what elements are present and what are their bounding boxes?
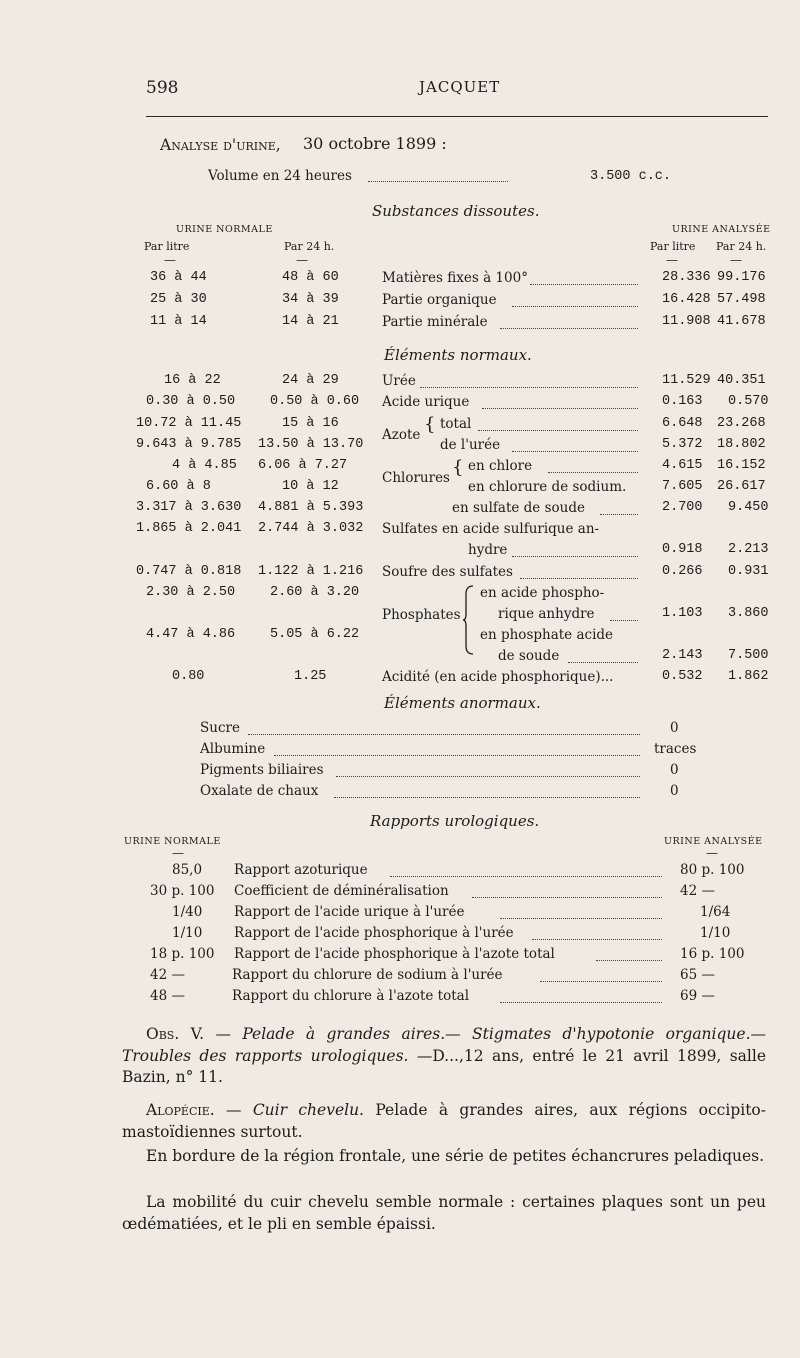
ratio-analyzed-value: 65 — — [680, 967, 715, 983]
analyzed-24h-value: 40.351 — [717, 373, 766, 388]
row-label: de l'urée — [440, 437, 501, 453]
normal-litre-value: 0.80 — [172, 669, 205, 684]
row-label: Albumine — [200, 741, 266, 757]
dot-leader — [548, 472, 638, 473]
ratio-label: Rapport azoturique — [234, 862, 368, 878]
dot-leader — [512, 451, 638, 452]
brace-mark: { — [424, 414, 436, 435]
normal-litre-value: 25 à 30 — [150, 292, 207, 307]
dash-mark: — — [296, 253, 308, 267]
normal-24h-value: 5.05 à 6.22 — [270, 627, 360, 642]
dot-leader — [336, 776, 640, 777]
dot-leader — [390, 876, 662, 877]
analyzed-litre-value: 0.163 — [662, 394, 703, 409]
ratio-analyzed-value: 80 p. 100 — [680, 862, 745, 878]
analyzed-24h-value: 57.498 — [717, 292, 766, 307]
row-value: traces — [654, 741, 697, 757]
normal-litre-value: 16 à 22 — [164, 373, 221, 388]
analysis-date: 30 octobre 1899 : — [303, 134, 447, 153]
row-label: Partie minérale — [382, 314, 488, 330]
paragraph-lead: Alopécie. — [146, 1101, 215, 1119]
normal-24h-value: 24 à 29 — [282, 373, 339, 388]
dot-leader — [274, 755, 640, 756]
normal-litre-value: 0.747 à 0.818 — [136, 564, 242, 579]
observation-title: — Pelade à grandes aires.— Stigmates d'hypotonie organique.— Troubles des rapports urologiques. — [122, 1025, 767, 1065]
analyzed-24h-value: 16.152 — [717, 458, 766, 473]
dot-leader — [568, 662, 638, 663]
alopecia-paragraph — [122, 1100, 766, 1143]
row-label: Acidité (en acide phosphorique)... — [382, 669, 614, 685]
normal-litre-value: 0.30 à 0.50 — [146, 394, 236, 409]
ratio-normal-value: 30 p. 100 — [150, 883, 215, 899]
dot-leader — [500, 328, 638, 329]
dissolved-section-title: Substances dissoutes. — [372, 202, 540, 220]
paragraph-text: Pelade à grandes aires, aux régions occipito-mastoïdiennes surtout. — [122, 1101, 766, 1141]
analyzed-24h-value: 0.570 — [728, 394, 769, 409]
frontal-paragraph — [122, 1146, 766, 1168]
normal-24h-value: 13.50 à 13.70 — [258, 437, 364, 452]
normal-24h-value: 6.06 à 7.27 — [258, 458, 348, 473]
analyzed-24h-value: 99.176 — [717, 270, 766, 285]
volume-leader — [368, 181, 508, 182]
row-label: en chlorure de sodium. — [468, 479, 627, 495]
analyzed-litre-value: 2.143 — [662, 648, 703, 663]
observation-lead: Obs. V. — [146, 1025, 205, 1043]
row-label: Partie organique — [382, 292, 497, 308]
analyzed-24h-value: 18.802 — [717, 437, 766, 452]
dot-leader — [530, 284, 638, 285]
scalp-mobility-paragraph — [122, 1192, 766, 1235]
row-value: 0 — [670, 783, 679, 799]
row-value: 0 — [670, 720, 679, 736]
normal-column-header: URINE NORMALE — [124, 836, 221, 847]
normal-24h-value: 1.122 à 1.216 — [258, 564, 364, 579]
row-label: en acide phospho- — [480, 585, 605, 601]
dot-leader — [596, 960, 662, 961]
analyzed-24h-value: 23.268 — [717, 416, 766, 431]
row-label: en sulfate de soude — [452, 500, 585, 516]
normal-24h-value: 15 à 16 — [282, 416, 339, 431]
row-label: Acide urique — [382, 394, 470, 410]
normal-24h-value: 34 à 39 — [282, 292, 339, 307]
analyzed-24h-value: 41.678 — [717, 314, 766, 329]
analyzed-litre-value: 0.266 — [662, 564, 703, 579]
ratio-analyzed-value: 16 p. 100 — [680, 946, 745, 962]
normal-litre-value: 1.865 à 2.041 — [136, 521, 242, 536]
ratio-analyzed-value: 69 — — [680, 988, 715, 1004]
ratio-normal-value: 1/10 — [172, 925, 203, 941]
analyzed-24h-value: 3.860 — [728, 606, 769, 621]
paragraph-text: En bordure de la région frontale, une série de petites échancrures peladiques. — [146, 1147, 765, 1165]
dash-mark: — — [164, 253, 176, 267]
analyzed-24h-value: 1.862 — [728, 669, 769, 684]
ratio-analyzed-value: 42 — — [680, 883, 715, 899]
normal-litre-value: 4 à 4.85 — [172, 458, 237, 473]
volume-value: 3.500 c.c. — [590, 169, 672, 184]
row-label: Oxalate de chaux — [200, 783, 319, 799]
observation-body: —D...,12 ans, entré le 21 avril 1899, salle Bazin, n° 11. — [122, 1046, 766, 1086]
row-value: 0 — [670, 762, 679, 778]
ratio-label: Coefficient de déminéralisation — [234, 883, 449, 899]
dot-leader — [482, 408, 638, 409]
ratio-normal-value: 85,0 — [172, 862, 203, 878]
ratio-normal-value: 48 — — [150, 988, 185, 1004]
running-title: JACQUET — [419, 78, 501, 96]
page-number: 598 — [146, 78, 179, 98]
col-per-24h-analyzed: Par 24 h. — [716, 240, 767, 253]
normal-24h-value: 2.60 à 3.20 — [270, 585, 360, 600]
normal-litre-value: 6.60 à 8 — [146, 479, 211, 494]
analyzed-litre-value: 6.648 — [662, 416, 703, 431]
analyzed-24h-value: 2.213 — [728, 542, 769, 557]
dot-leader — [420, 387, 638, 388]
row-label: de soude — [498, 648, 560, 664]
ratio-label: Rapport de l'acide urique à l'urée — [234, 904, 465, 920]
analyzed-litre-value: 2.700 — [662, 500, 703, 515]
dot-leader — [520, 578, 638, 579]
analyzed-litre-value: 11.529 — [662, 373, 711, 388]
ratio-label: Rapport du chlorure de sodium à l'urée — [232, 967, 503, 983]
dot-leader — [512, 306, 638, 307]
paragraph-italic: — Cuir chevelu. — [226, 1101, 364, 1119]
dot-leader — [472, 897, 662, 898]
ratio-analyzed-value: 1/64 — [700, 904, 731, 920]
dot-leader — [500, 918, 662, 919]
normal-litre-value: 10.72 à 11.45 — [136, 416, 242, 431]
dash-mark: — — [730, 253, 742, 267]
dash-mark: — — [666, 253, 678, 267]
normal-24h-value: 48 à 60 — [282, 270, 339, 285]
ratio-label: Rapport de l'acide phosphorique à l'azote total — [234, 946, 555, 962]
dash-mark: — — [172, 846, 184, 860]
group-label-chlorures: Chlorures — [382, 470, 450, 486]
analyzed-24h-value: 9.450 — [728, 500, 769, 515]
normal-24h-value: 10 à 12 — [282, 479, 339, 494]
volume-label: Volume en 24 heures — [208, 168, 352, 184]
row-label: rique anhydre — [498, 606, 595, 622]
normal-litre-value: 9.643 à 9.785 — [136, 437, 242, 452]
analyzed-litre-value: 5.372 — [662, 437, 703, 452]
normal-column-header: URINE NORMALE — [176, 224, 273, 235]
analyzed-litre-value: 16.428 — [662, 292, 711, 307]
group-label-phosphates: Phosphates — [382, 607, 461, 623]
paragraph-text: La mobilité du cuir chevelu semble normale : certaines plaques sont un peu œdématiées, et le pli en semble épaissi. — [122, 1193, 766, 1233]
analyzed-column-header: URINE ANALYSÉE — [672, 224, 771, 235]
analyzed-litre-value: 0.532 — [662, 669, 703, 684]
ratios-section-title: Rapports urologiques. — [370, 812, 540, 830]
group-label-azote: Azote — [382, 427, 421, 443]
normal-litre-value: 2.30 à 2.50 — [146, 585, 236, 600]
row-label: Pigments biliaires — [200, 762, 324, 778]
normal-litre-value: 11 à 14 — [150, 314, 207, 329]
phosphates-brace — [462, 584, 476, 656]
row-label: total — [440, 416, 472, 432]
analysis-title: Analyse d'urine, — [160, 136, 281, 154]
ratio-label: Rapport de l'acide phosphorique à l'urée — [234, 925, 514, 941]
analyzed-column-header: URINE ANALYSÉE — [664, 836, 763, 847]
brace-mark: { — [452, 457, 464, 478]
normal-elements-section-title: Éléments normaux. — [384, 346, 532, 364]
analyzed-litre-value: 7.605 — [662, 479, 703, 494]
dot-leader — [610, 620, 638, 621]
analyzed-litre-value: 4.615 — [662, 458, 703, 473]
row-label: hydre — [468, 542, 508, 558]
normal-24h-value: 14 à 21 — [282, 314, 339, 329]
analyzed-litre-value: 0.918 — [662, 542, 703, 557]
analyzed-litre-value: 1.103 — [662, 606, 703, 621]
observation-paragraph — [122, 1024, 766, 1089]
dot-leader — [500, 1002, 662, 1003]
analyzed-litre-value: 28.336 — [662, 270, 711, 285]
row-label: en phosphate acide — [480, 627, 614, 643]
abnormal-section-title: Éléments anormaux. — [384, 694, 541, 712]
row-label: Soufre des sulfates — [382, 564, 513, 580]
ratio-normal-value: 1/40 — [172, 904, 203, 920]
dot-leader — [540, 981, 662, 982]
row-label: Matières fixes à 100° — [382, 270, 528, 286]
row-label: Sulfates en acide sulfurique an- — [382, 521, 600, 537]
normal-litre-value: 36 à 44 — [150, 270, 207, 285]
dot-leader — [532, 939, 662, 940]
normal-24h-value: 2.744 à 3.032 — [258, 521, 364, 536]
row-label: en chlore — [468, 458, 533, 474]
header-rule — [146, 116, 768, 117]
normal-24h-value: 4.881 à 5.393 — [258, 500, 364, 515]
ratio-label: Rapport du chlorure à l'azote total — [232, 988, 470, 1004]
dot-leader — [600, 514, 638, 515]
row-label: Sucre — [200, 720, 240, 736]
dot-leader — [248, 734, 640, 735]
ratio-normal-value: 42 — — [150, 967, 185, 983]
dot-leader — [512, 556, 638, 557]
normal-24h-value: 0.50 à 0.60 — [270, 394, 360, 409]
ratio-analyzed-value: 1/10 — [700, 925, 731, 941]
col-per-24h-normal: Par 24 h. — [284, 240, 335, 253]
col-per-litre-analyzed: Par litre — [650, 240, 696, 253]
ratio-normal-value: 18 p. 100 — [150, 946, 215, 962]
normal-24h-value: 1.25 — [294, 669, 327, 684]
dot-leader — [334, 797, 640, 798]
analyzed-24h-value: 7.500 — [728, 648, 769, 663]
normal-litre-value: 3.317 à 3.630 — [136, 500, 242, 515]
col-per-litre-normal: Par litre — [144, 240, 190, 253]
row-label: Urée — [382, 373, 416, 389]
dot-leader — [478, 430, 638, 431]
analyzed-litre-value: 11.908 — [662, 314, 711, 329]
normal-litre-value: 4.47 à 4.86 — [146, 627, 236, 642]
analyzed-24h-value: 0.931 — [728, 564, 769, 579]
dash-mark: — — [706, 846, 718, 860]
analyzed-24h-value: 26.617 — [717, 479, 766, 494]
